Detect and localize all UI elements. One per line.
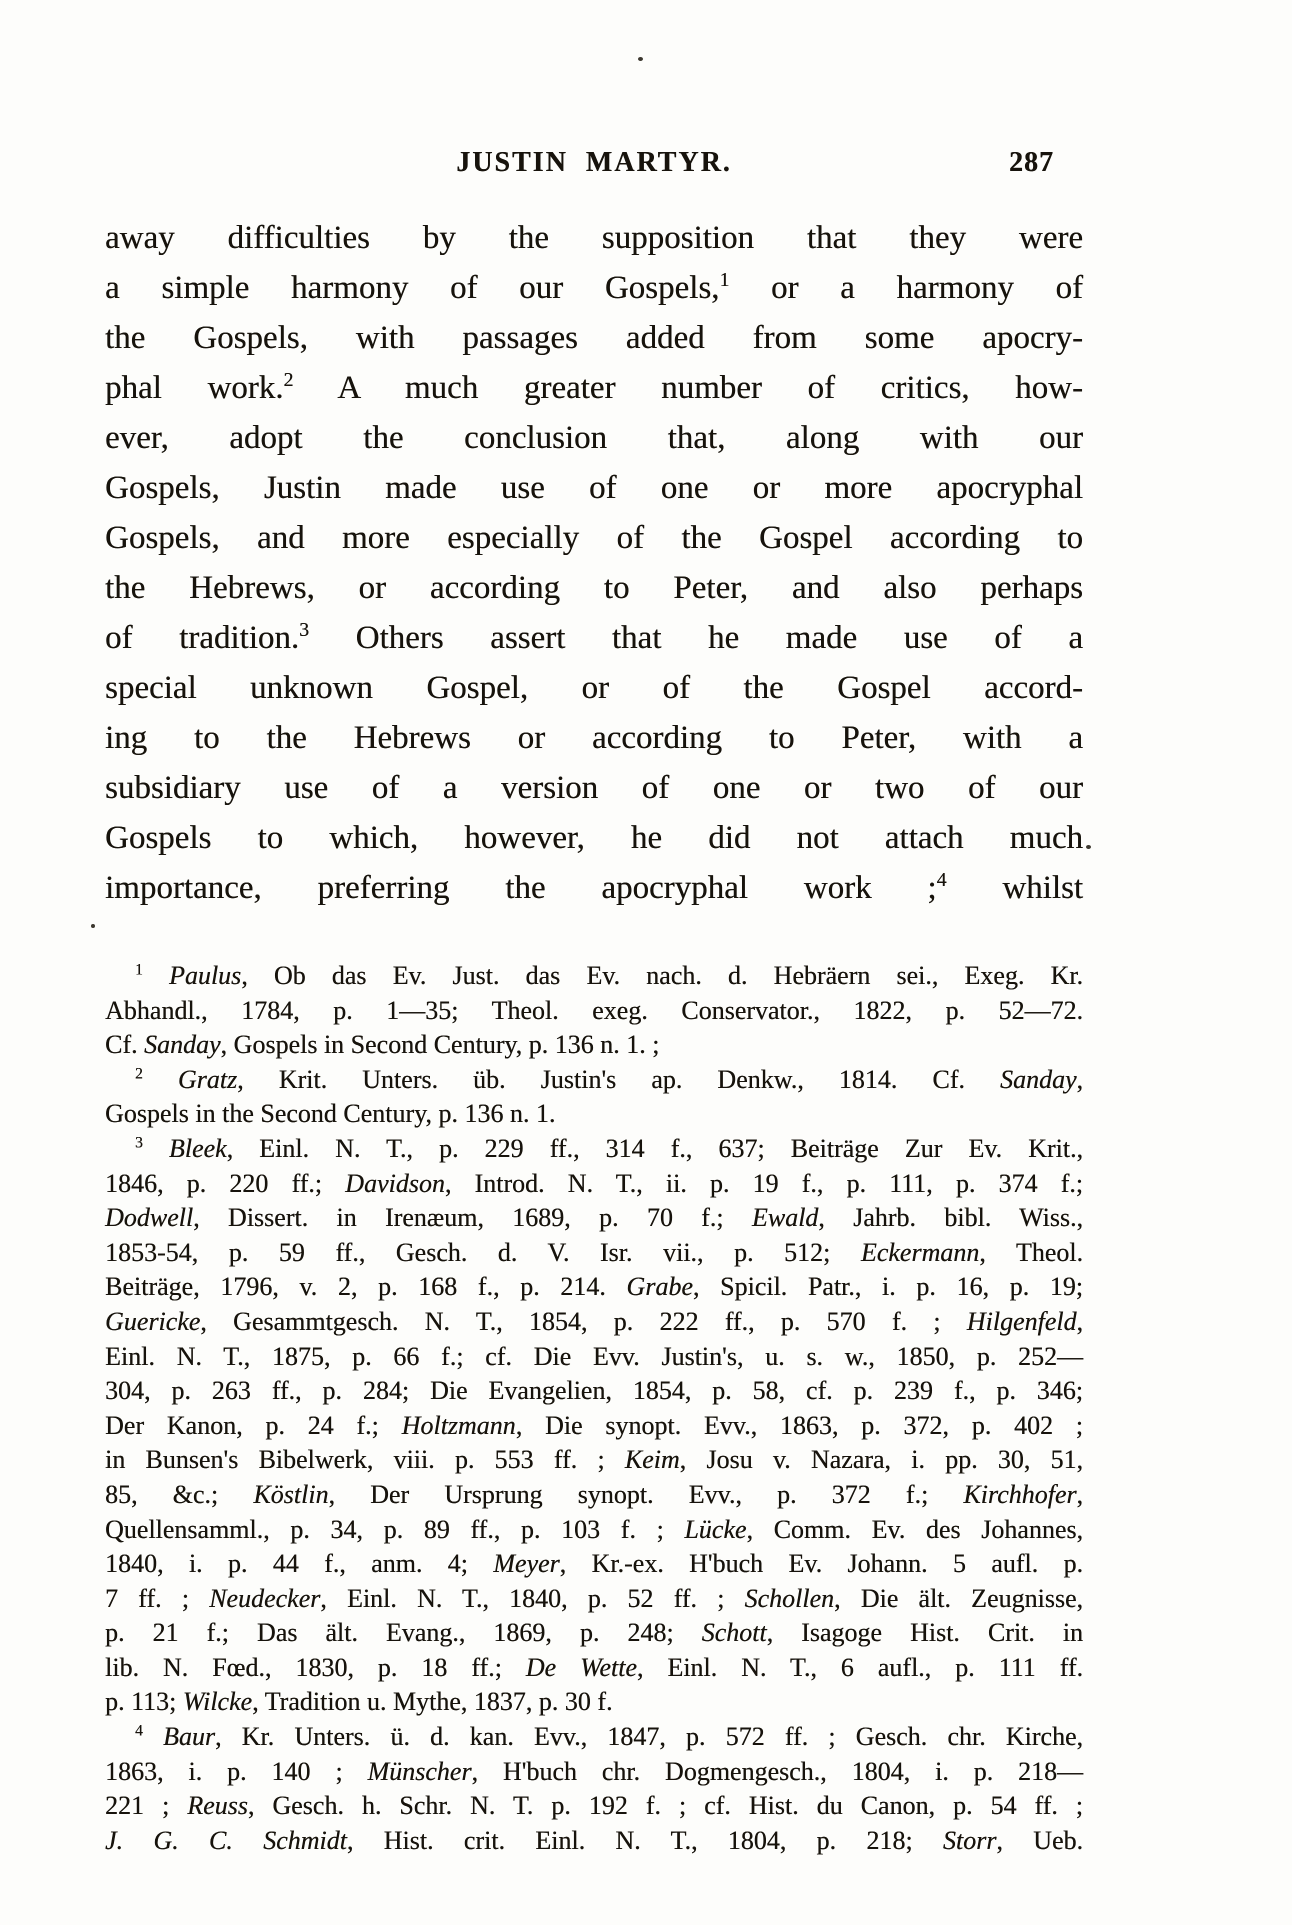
text-run: [143, 1065, 178, 1094]
text-run: special unknown Gospel, or of the Gospel accord-: [105, 670, 1083, 706]
text-line: [105, 213, 1083, 263]
footnote-ref: 3: [299, 619, 310, 641]
text-run: ,: [1076, 1064, 1083, 1094]
text-line: [105, 1132, 1083, 1167]
text-run: p. 113;: [105, 1687, 183, 1717]
text-line: [105, 513, 1083, 563]
text-line: [105, 563, 1083, 613]
text-run: , Einl. N. T., 6 aufl., p. 111 ff.: [636, 1652, 1083, 1682]
text-run: Gospels to which, however, he did not attach much: [105, 820, 1083, 856]
page-number: 287: [1009, 147, 1054, 178]
text-run: Der Kanon, p. 24 f.;: [105, 1410, 402, 1440]
text-run: , Einl. N. T., p. 229 ff., 314 f., 637; Beiträge Zur Ev. Krit.,: [226, 1133, 1084, 1163]
text-run: of tradition.: [105, 620, 300, 656]
text-line: [105, 959, 1083, 994]
cited-author: Lücke: [684, 1514, 747, 1544]
cited-author: Sanday: [144, 1030, 221, 1060]
text-run: , Introd. N. T., ii. p. 19 f., p. 111, p. 374 f.;: [444, 1168, 1083, 1198]
text-line: [105, 1443, 1083, 1478]
cited-author: Neudecker: [209, 1583, 321, 1613]
text-line: [105, 763, 1083, 813]
text-run: 85, &c.;: [105, 1479, 254, 1509]
cited-author: Eckermann: [860, 1237, 980, 1267]
text-run: Gospels, and more especially of the Gospel according to: [105, 520, 1083, 556]
text-run: , Jahrb. bibl. Wiss.,: [818, 1203, 1084, 1233]
text-line: [105, 1063, 1083, 1098]
text-line: [105, 1547, 1083, 1582]
text-run: 1863, i. p. 140 ;: [105, 1756, 368, 1786]
text-line: [105, 1201, 1083, 1236]
text-line: [105, 813, 1083, 863]
text-run: Quellensamml., p. 34, p. 89 ff., p. 103 f. ;: [105, 1514, 685, 1544]
text-run: Abhandl., 1784, p. 1—35; Theol. exeg. Conservator., 1822, p. 52—72.: [105, 995, 1083, 1025]
footnote-1: [105, 959, 1083, 1063]
text-run: , Die synopt. Evv., 1863, p. 372, p. 402 ;: [515, 1410, 1083, 1440]
text-run: 221 ;: [105, 1791, 188, 1821]
cited-author: Kirchhofer: [963, 1479, 1077, 1509]
text-line: [105, 863, 1083, 913]
footnote-3: [105, 1132, 1083, 1720]
text-line: [105, 1755, 1083, 1790]
cited-author: Baur: [162, 1722, 215, 1752]
text-run: , Isagoge Hist. Crit. in: [766, 1618, 1084, 1648]
text-line: [105, 994, 1083, 1029]
running-head-title: JUSTIN MARTYR.: [456, 147, 732, 178]
cited-author: De Wette: [525, 1652, 637, 1682]
text-run: ,: [1076, 1479, 1083, 1509]
text-run: phal work.: [105, 370, 284, 406]
text-run: the Hebrews, or according to Peter, and also perhaps: [105, 570, 1083, 606]
cited-author: Bleek: [168, 1133, 227, 1163]
text-line: [105, 1513, 1083, 1548]
ink-speck: [638, 57, 643, 61]
text-line: [105, 1097, 1083, 1132]
text-run: , Gesammtgesch. N. T., 1854, p. 222 ff., p. 570 f. ;: [200, 1306, 967, 1336]
text-line: [105, 413, 1083, 463]
text-line: [105, 363, 1083, 413]
text-run: , Krit. Unters. üb. Justin's ap. Denkw., 1814. Cf.: [237, 1064, 1000, 1094]
cited-author: Wilcke: [182, 1687, 253, 1717]
text-run: , Gospels in Second Century, p. 136 n. 1. ;: [220, 1030, 660, 1060]
text-run: importance, preferring the apocryphal work ;: [105, 870, 937, 906]
text-run: , Dissert. in Irenæum, 1689, p. 70 f.;: [193, 1203, 752, 1233]
footnote-ref: 3: [135, 1134, 143, 1152]
text-run: , Die ält. Zeugnisse,: [834, 1583, 1083, 1613]
text-run: 1853-54, p. 59 ff., Gesch. d. V. Isr. vii., p. 512;: [105, 1237, 861, 1267]
text-run: , Ueb.: [996, 1825, 1083, 1855]
text-line: [105, 1651, 1083, 1686]
body-paragraph: [105, 213, 1083, 913]
cited-author: Paulus: [168, 961, 242, 990]
text-run: Others assert that he made use of a: [309, 620, 1083, 656]
cited-author: Schott: [701, 1618, 767, 1648]
text-run: [143, 961, 169, 990]
text-run: , Gesch. h. Schr. N. T. p. 192 f. ; cf. Hist. du Canon, p. 54 ff. ;: [247, 1791, 1083, 1821]
text-line: [105, 463, 1083, 513]
text-run: [143, 1722, 163, 1751]
text-line: [105, 613, 1083, 663]
text-line: [105, 1374, 1083, 1409]
text-run: ,: [1076, 1306, 1083, 1336]
cited-author: Ewald: [751, 1203, 819, 1233]
text-run: in Bunsen's Bibelwerk, viii. p. 553 ff. ;: [105, 1445, 625, 1475]
text-run: lib. N. Fœd., 1830, p. 18 ff.;: [105, 1652, 526, 1682]
text-line: [105, 313, 1083, 363]
cited-author: Hilgenfeld: [966, 1306, 1077, 1336]
text-run: , H'buch chr. Dogmengesch., 1804, i. p. 218—: [471, 1756, 1083, 1786]
text-run: ever, adopt the conclusion that, along with our: [105, 420, 1083, 456]
text-run: , Theol.: [979, 1237, 1083, 1267]
text-line: [105, 1789, 1083, 1824]
text-run: , Comm. Ev. des Johannes,: [746, 1514, 1083, 1544]
ink-speck: [1086, 845, 1091, 849]
cited-author: Schollen: [744, 1583, 835, 1613]
text-line: [105, 1720, 1083, 1755]
cited-author: Grabe: [626, 1272, 693, 1302]
text-run: , Kr.-ex. H'buch Ev. Johann. 5 aufl. p.: [559, 1549, 1083, 1579]
footnote-ref: 1: [135, 961, 143, 979]
text-run: a simple harmony of our Gospels,: [105, 270, 720, 306]
text-line: [105, 1824, 1083, 1859]
text-line: [105, 263, 1083, 313]
cited-author: Dodwell: [105, 1203, 194, 1233]
text-run: whilst: [946, 870, 1083, 906]
footnote-2: [105, 1063, 1083, 1132]
text-run: [143, 1134, 169, 1163]
text-run: Beiträge, 1796, v. 2, p. 168 f., p. 214.: [105, 1272, 627, 1302]
text-run: , Hist. crit. Einl. N. T., 1804, p. 218;: [346, 1825, 943, 1855]
cited-author: Davidson: [345, 1168, 445, 1198]
text-run: ing to the Hebrews or according to Peter, with a: [105, 720, 1083, 756]
text-run: p. 21 f.; Das ält. Evang., 1869, p. 248;: [105, 1618, 702, 1648]
footnote-ref: 4: [135, 1722, 143, 1740]
footnote-ref: 2: [135, 1065, 143, 1083]
cited-author: Köstlin: [253, 1479, 329, 1509]
text-run: , Der Ursprung synopt. Evv., p. 372 f.;: [328, 1479, 964, 1509]
text-line: [105, 1305, 1083, 1340]
text-line: [105, 1685, 1083, 1720]
text-run: A much greater number of critics, how-: [293, 370, 1083, 406]
text-run: 1846, p. 220 ff.;: [105, 1168, 346, 1198]
text-run: 7 ff. ;: [105, 1583, 210, 1613]
cited-author: Keim: [624, 1445, 680, 1475]
text-line: [105, 1270, 1083, 1305]
text-line: [105, 1340, 1083, 1375]
text-run: , Einl. N. T., 1840, p. 52 ff. ;: [320, 1583, 745, 1613]
text-run: , Josu v. Nazara, i. pp. 30, 51,: [679, 1445, 1083, 1475]
cited-author: Holtzmann: [401, 1410, 516, 1440]
text-run: Gospels, Justin made use of one or more apocryphal: [105, 470, 1083, 506]
text-run: or a harmony of: [729, 270, 1083, 306]
text-line: [105, 1167, 1083, 1202]
text-line: [105, 1582, 1083, 1617]
cited-author: Meyer: [493, 1549, 560, 1579]
text-run: , Kr. Unters. ü. d. kan. Evv., 1847, p. 572 ff. ; Gesch. chr. Kirche,: [214, 1722, 1084, 1752]
cited-author: Storr: [942, 1825, 997, 1855]
ink-speck: [91, 924, 95, 928]
footnotes-section: [105, 959, 1083, 1858]
text-run: 304, p. 263 ff., p. 284; Die Evangelien, 1854, p. 58, cf. p. 239 f., p. 346;: [105, 1376, 1083, 1406]
cited-author: Gratz: [177, 1064, 238, 1094]
text-line: [105, 1616, 1083, 1651]
cited-author: Reuss: [187, 1791, 248, 1821]
footnote-ref: 2: [283, 369, 294, 391]
text-run: , Tradition u. Mythe, 1837, p. 30 f.: [252, 1687, 613, 1717]
text-run: the Gospels, with passages added from some apocry-: [105, 320, 1083, 356]
text-run: Gospels in the Second Century, p. 136 n. 1.: [105, 1099, 556, 1129]
text-run: Einl. N. T., 1875, p. 66 f.; cf. Die Evv. Justin's, u. s. w., 1850, p. 252—: [105, 1341, 1083, 1371]
text-line: [105, 663, 1083, 713]
text-line: [105, 1478, 1083, 1513]
text-run: , Spicil. Patr., i. p. 16, p. 19;: [692, 1272, 1083, 1302]
text-run: away difficulties by the supposition that they were: [105, 220, 1083, 256]
cited-author: Guericke: [105, 1306, 201, 1336]
text-line: [105, 1409, 1083, 1444]
text-line: [105, 713, 1083, 763]
footnote-ref: 1: [719, 269, 730, 291]
text-run: , Ob das Ev. Just. das Ev. nach. d. Hebräern sei., Exeg. Kr.: [241, 961, 1083, 990]
footnote-ref: 4: [936, 869, 947, 891]
text-run: Cf.: [105, 1030, 144, 1060]
text-run: 1840, i. p. 44 f., anm. 4;: [105, 1549, 494, 1579]
cited-author: Sanday: [999, 1064, 1077, 1094]
cited-author: Münscher: [367, 1756, 472, 1786]
cited-author: J. G. C. Schmidt: [105, 1825, 347, 1855]
text-line: [105, 1236, 1083, 1271]
text-run: subsidiary use of a version of one or two of our: [105, 770, 1083, 806]
footnote-4: [105, 1720, 1083, 1858]
text-line: [105, 1028, 1083, 1063]
